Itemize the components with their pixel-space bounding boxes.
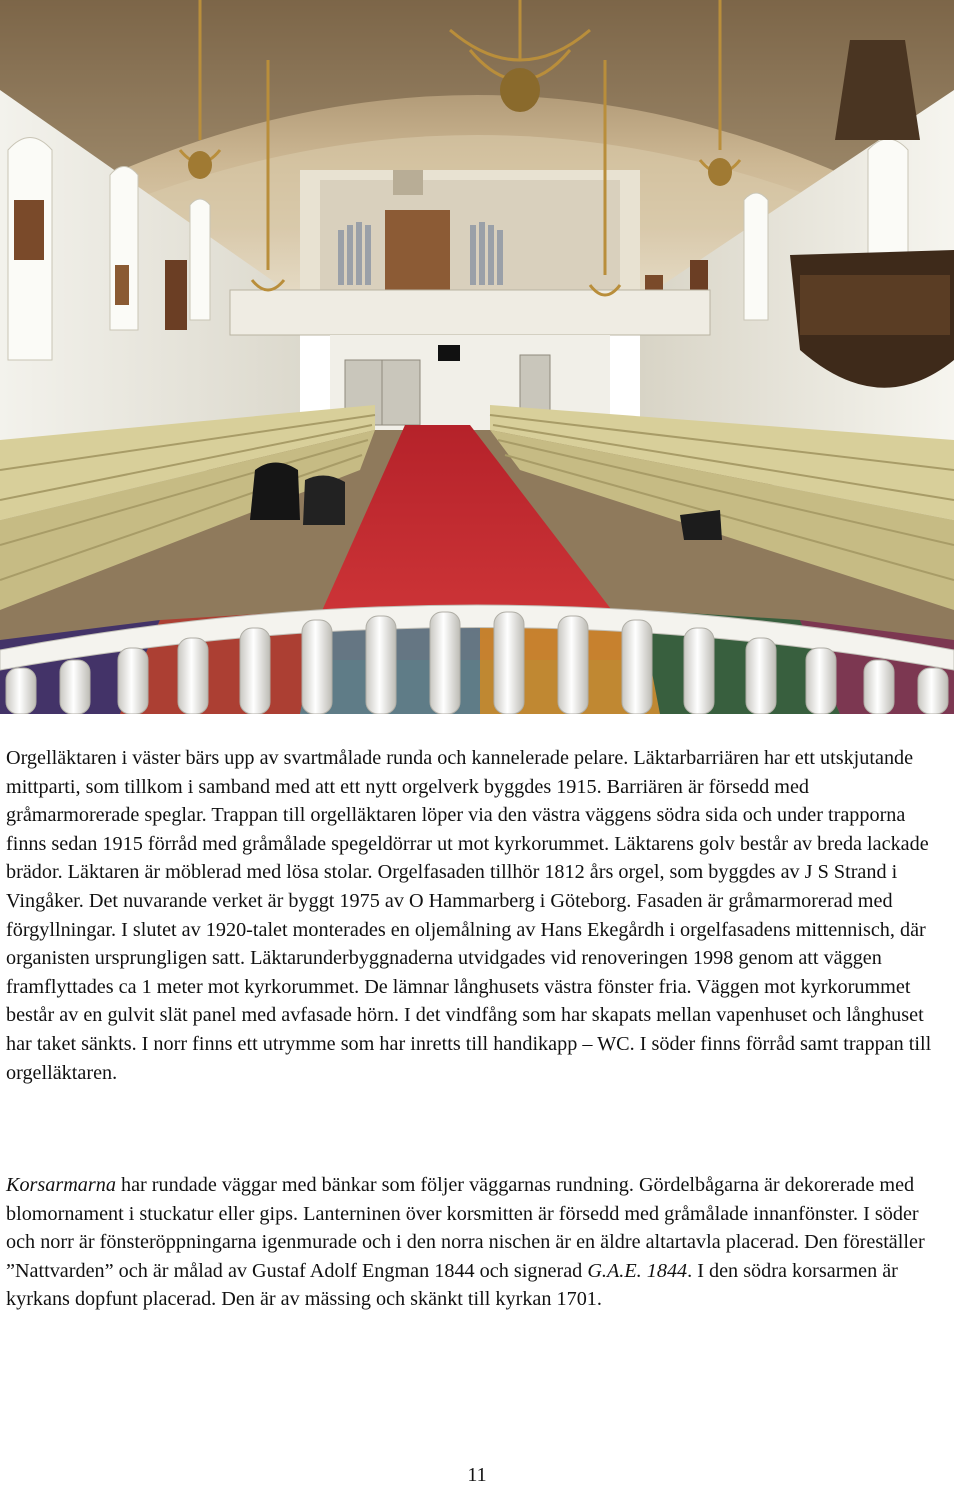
paragraph-transepts-part-b: . I den södra korsarmen är kyrkans dopfunt placerad. Den är av mässing och skänkt till kyrkan 1701. <box>6 1259 898 1311</box>
paragraph-transepts <box>6 1171 946 1314</box>
body-paragraph-1 <box>6 744 946 1087</box>
church-interior-photo <box>0 0 954 714</box>
body-paragraph-2 <box>6 1171 946 1314</box>
paragraph-gallery: Orgelläktaren i väster bärs upp av svartmålade runda och kannelerade pelare. Läktarbarriären har ett utskjutande mittparti, som tillkom i samband med att ett nytt orgelverk byggdes 1915. Barriären är försedd med gråmarmorerade speglar. Trappan till orgelläktaren löper via den västra väggens södra sida och under trapporna finns sedan 1915 förråd med gråmålade spegeldörrar ut mot kyrkorummet. Läktarens golv består av breda lackade brädor. Läktaren är möblerad med lösa stolar. Orgelfasaden tillhör 1812 års orgel, som byggdes av J S Strand i Vingåker. Det nuvarande verket är byggt 1975 av O Hammarberg i Göteborg. Fasaden är gråmarmorerad med förgyllningar. I slutet av 1920-talet monterades en oljemålning av Hans Ekegårdh i orgelfasadens mittennisch, där organisten ursprungligen satt. Läktarunderbyggnaderna utvidgades vid renoveringen 1998 genom att väggen framflyttades ca 1 meter mot kyrkorummet. De lämnar långhusets västra fönster fria. Väggen mot kyrkorummet består av en gulvit slät panel med avfasade hörn. I det vindfång som har skapats mellan vapenhuset och långhuset har taket sänkts. I norr finns ett utrymme som har inretts till handikapp – WC. I söder finns förråd samt trappan till orgelläktaren. <box>6 747 932 1084</box>
transept-heading-term: Korsarmarna <box>6 1174 116 1196</box>
page-number: 11 <box>467 1464 487 1486</box>
paragraph-transepts-part-a: har rundade väggar med bänkar som följer väggarnas rundning. Gördelbågarna är dekorerade med blomornament i stuckatur eller gips. Lanterninen över korsmitten är försedd med gråmålade innanfönster. I söder och norr är fönsteröppningarna igenmurade och i den norra nischen är en äldre altartavla placerad. Den föreställer ”Nattvarden” och är målad av Gustaf Adolf Engman 1844 och signerad <box>6 1174 925 1282</box>
signature-text: G.A.E. 1844 <box>587 1259 688 1282</box>
